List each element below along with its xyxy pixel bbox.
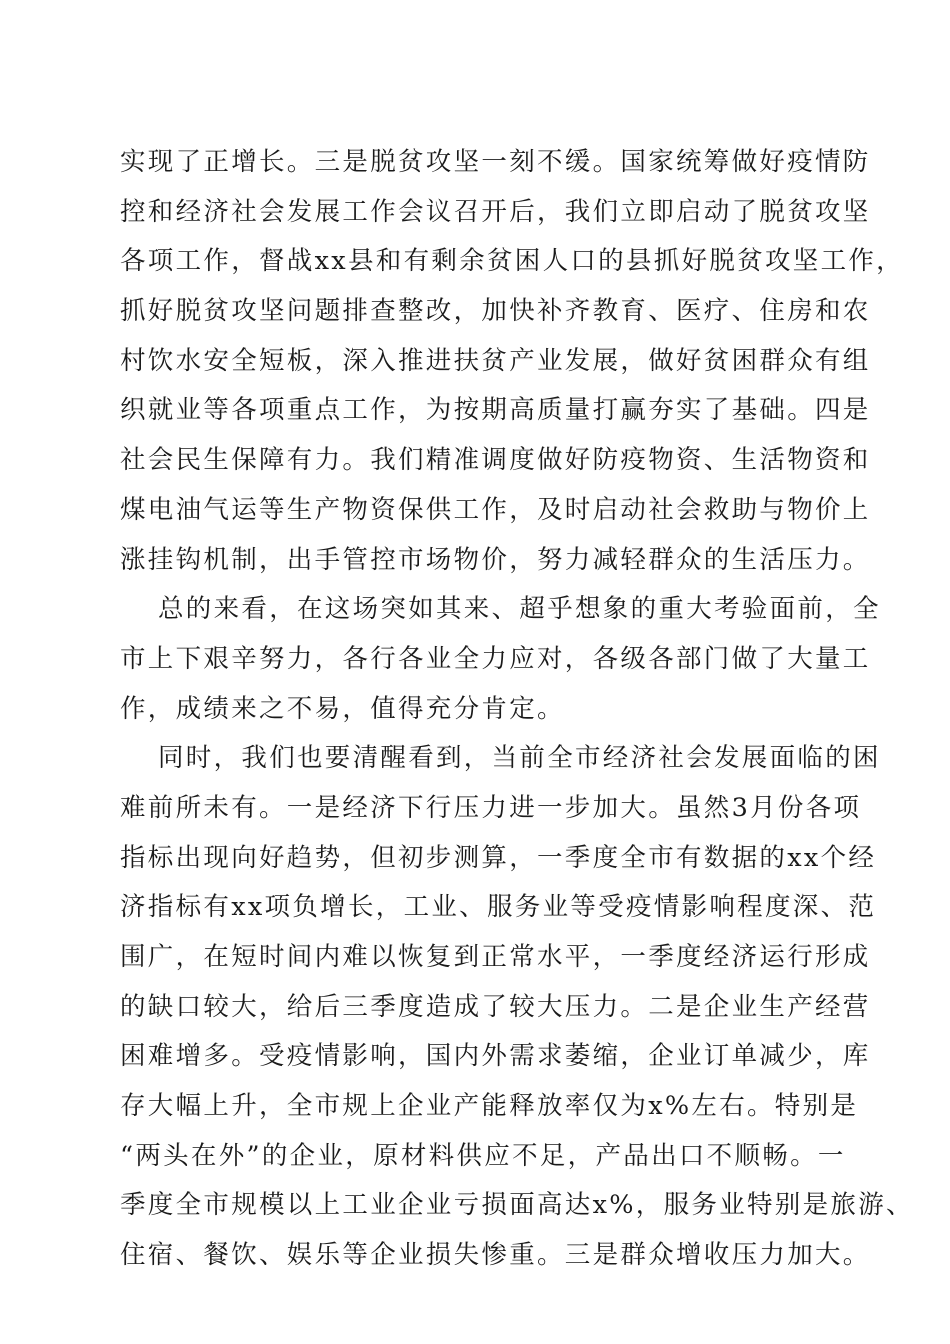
text-line: 市上下艰辛努力，各行各业全力应对，各级各部门做了大量工	[120, 643, 871, 674]
text-line: 抓好脱贫攻坚问题排查整改，加快补齐教育、医疗、住房和农	[120, 296, 871, 327]
text-line: 煤电油气运等生产物资保供工作，及时启动社会救助与物价上	[120, 494, 871, 525]
text-line: 各项工作，督战xx县和有剩余贫困人口的县抓好脱贫攻坚工作，	[120, 246, 904, 277]
text-line: 总的来看，在这场突如其来、超乎想象的重大考验面前，全	[158, 594, 881, 625]
text-line: 的缺口较大，给后三季度造成了较大压力。二是企业生产经营	[120, 991, 871, 1022]
text-line: 难前所未有。一是经济下行压力进一步加大。虽然3月份各项	[120, 792, 862, 823]
text-line: 济指标有xx项负增长，工业、服务业等受疫情影响程度深、范	[120, 892, 877, 923]
text-line: “两头在外”的企业，原材料供应不足，产品出口不顺畅。一	[120, 1140, 846, 1171]
text-line: 围广，在短时间内难以恢复到正常水平，一季度经济运行形成	[120, 942, 871, 972]
text-line: 存大幅上升，全市规上企业产能释放率仅为x%左右。特别是	[120, 1091, 859, 1122]
text-line: 村饮水安全短板，深入推进扶贫产业发展，做好贫困群众有组	[120, 345, 871, 376]
text-line: 同时，我们也要清醒看到，当前全市经济社会发展面临的困	[158, 743, 881, 774]
text-line: 困难增多。受疫情影响，国内外需求萎缩，企业订单减少，库	[120, 1041, 871, 1072]
text-line: 实现了正增长。三是脱贫攻坚一刻不缓。国家统筹做好疫情防	[120, 147, 871, 177]
text-line: 社会民生保障有力。我们精准调度做好防疫物资、生活物资和	[120, 445, 871, 476]
text-line: 指标出现向好趋势，但初步测算，一季度全市有数据的xx个经	[120, 842, 877, 873]
text-line: 季度全市规模以上工业企业亏损面高达x%，服务业特别是旅游、	[120, 1190, 914, 1221]
body-text	[120, 138, 914, 1281]
text-line: 住宿、餐饮、娱乐等企业损失惨重。三是群众增收压力加大。	[120, 1240, 871, 1271]
text-line: 控和经济社会发展工作会议召开后，我们立即启动了脱贫攻坚	[120, 196, 871, 227]
text-line: 织就业等各项重点工作，为按期高质量打赢夯实了基础。四是	[120, 395, 871, 426]
text-line: 涨挂钩机制，出手管控市场物价，努力减轻群众的生活压力。	[120, 544, 871, 575]
text-line: 作，成绩来之不易，值得充分肯定。	[120, 693, 565, 724]
